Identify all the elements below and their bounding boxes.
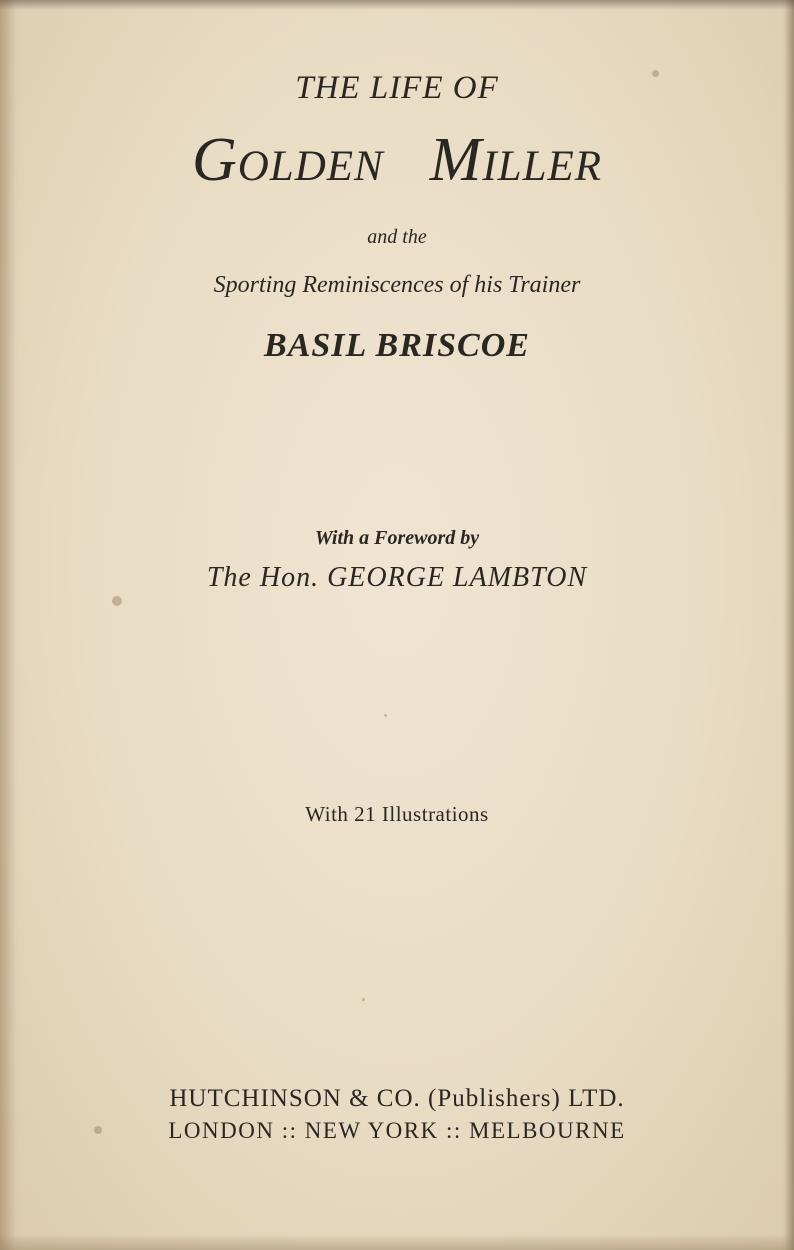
publisher-cities: LONDON :: NEW YORK :: MELBOURNE xyxy=(168,1118,626,1143)
title-line-1: THE LIFE OF xyxy=(295,70,499,106)
title-word-miller: Miller xyxy=(429,126,603,194)
paper-spot xyxy=(112,596,122,606)
page-edge-bottom xyxy=(0,1234,794,1250)
publisher-name: HUTCHINSON & CO. (Publishers) LTD. xyxy=(169,1085,625,1112)
connector-text: and the xyxy=(367,226,427,248)
paper-spot xyxy=(384,714,387,717)
page-edge-top xyxy=(0,0,794,10)
title-word-golden: Golden xyxy=(191,126,384,194)
subtitle: Sporting Reminiscences of his Trainer xyxy=(213,272,581,298)
foreword-author: The Hon. GEORGE LAMBTON xyxy=(206,562,588,593)
illustrations-note: With 21 Illustrations xyxy=(305,802,489,826)
title-line-2 xyxy=(0,125,794,196)
foreword-intro: With a Foreword by xyxy=(314,527,480,549)
paper-spot xyxy=(362,998,365,1001)
author-name: BASIL BRISCOE xyxy=(264,327,530,364)
